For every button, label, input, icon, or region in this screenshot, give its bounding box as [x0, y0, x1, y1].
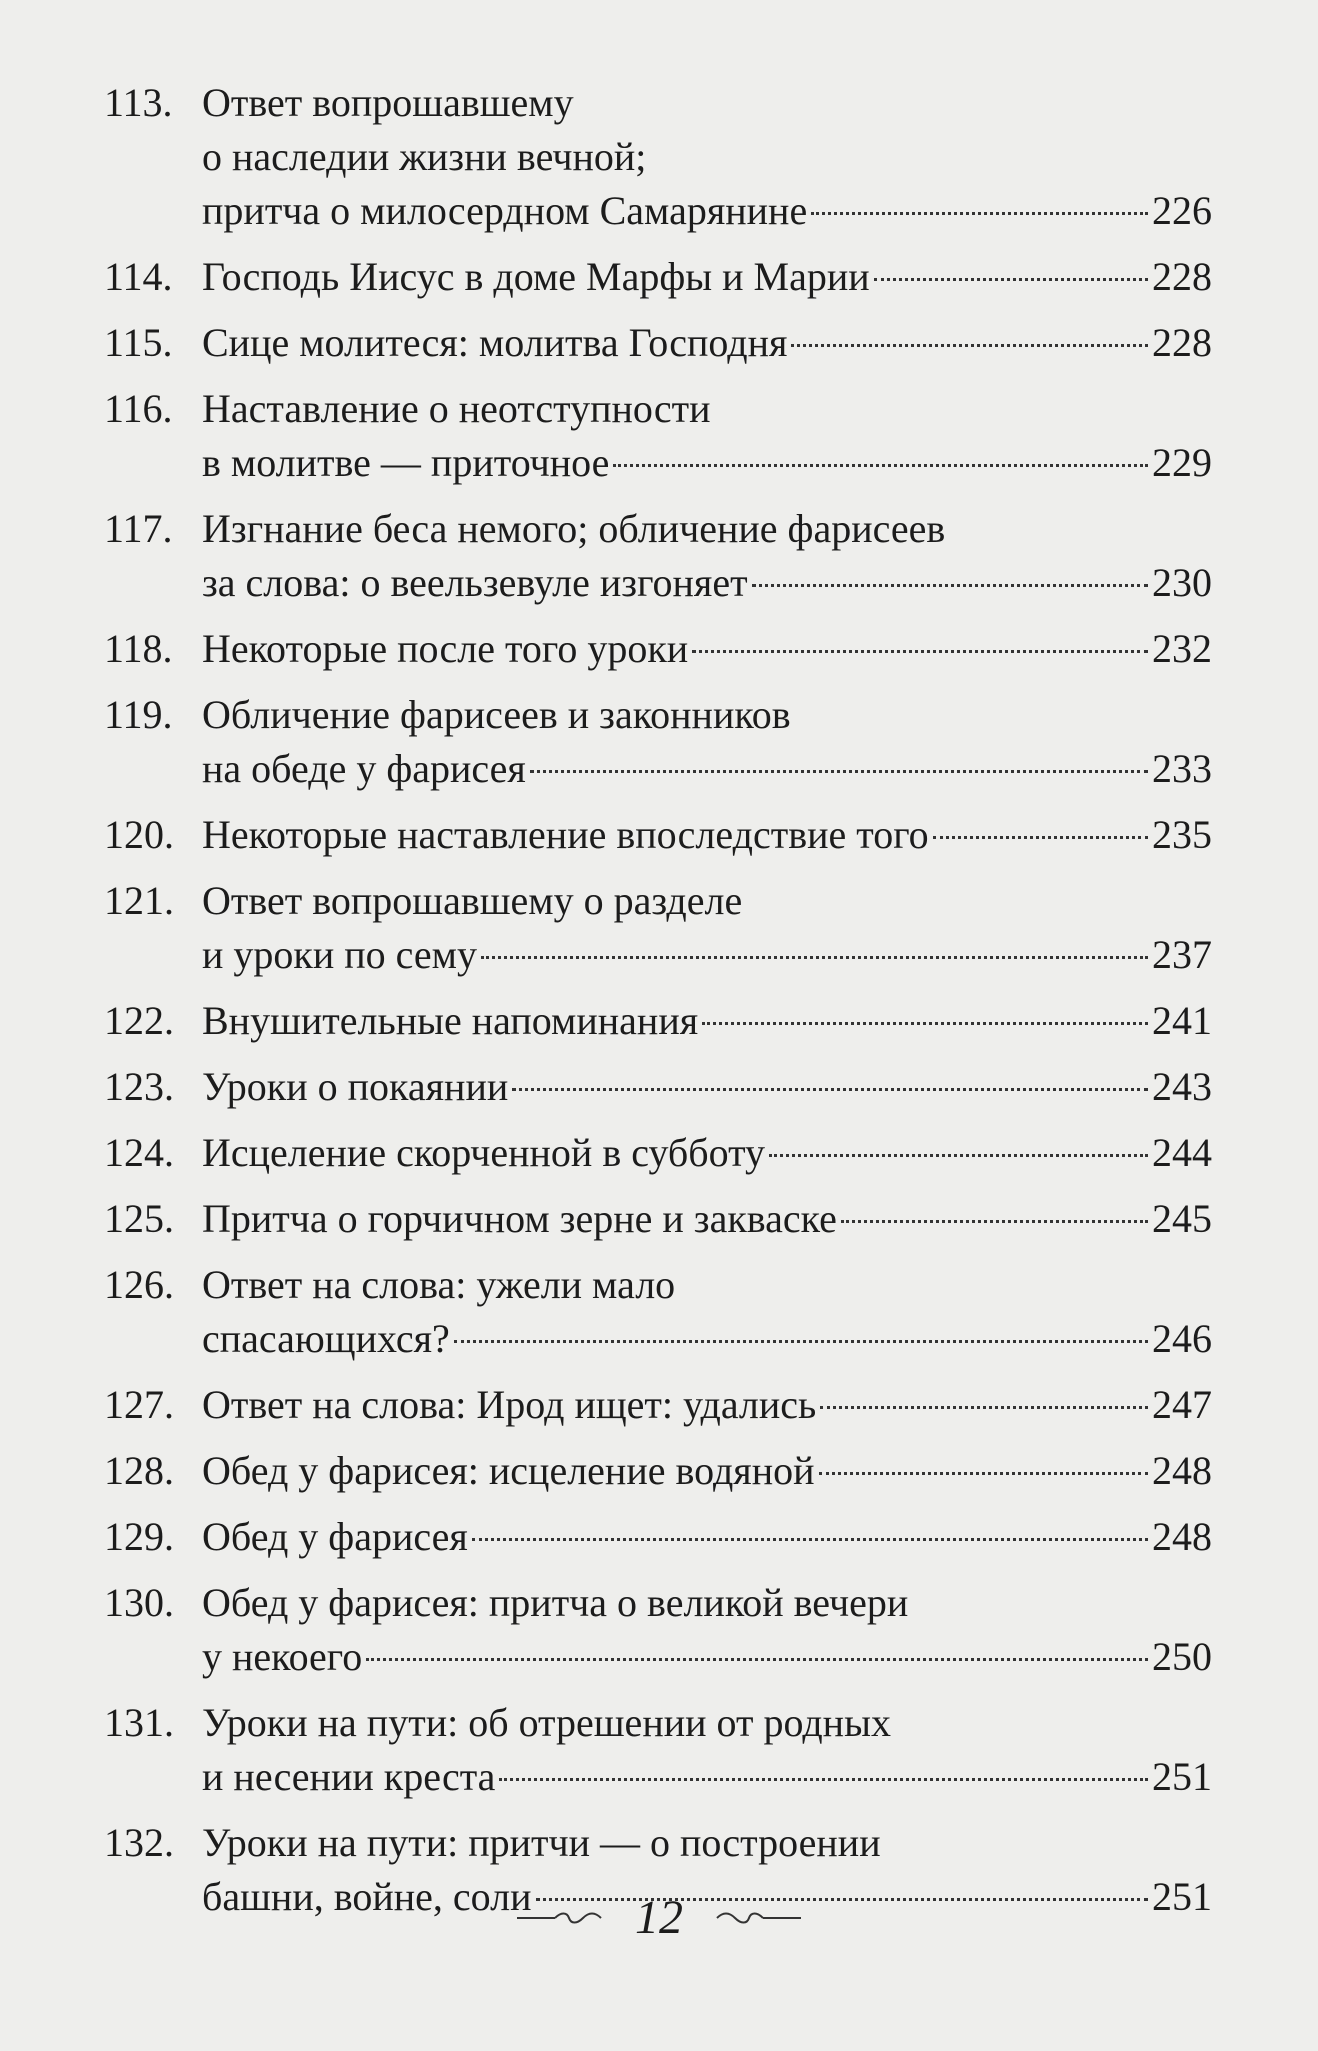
entry-last-line	[202, 1444, 1212, 1498]
entry-number: 126.	[104, 1262, 174, 1307]
dot-leader	[530, 770, 1148, 773]
entry-number: 121.	[104, 878, 174, 923]
toc-entry	[104, 1696, 1212, 1804]
entry-last-line	[202, 184, 1212, 238]
entry-title-line: Притча о горчичном зерне и закваске	[202, 1196, 837, 1241]
dot-leader	[366, 1658, 1148, 1661]
entry-title-line: Наставление о неотступности	[202, 386, 711, 431]
entry-number: 120.	[104, 812, 174, 857]
entry-body	[202, 76, 1212, 238]
toc-entry	[104, 1576, 1212, 1684]
entry-number: 119.	[104, 692, 173, 737]
entry-number: 127.	[104, 1382, 174, 1427]
entry-last-line	[202, 622, 1212, 676]
entry-last-line	[202, 742, 1212, 796]
entry-body	[202, 1444, 1212, 1498]
table-of-contents	[104, 76, 1212, 1936]
entry-number: 116.	[104, 386, 173, 431]
toc-entry	[104, 382, 1212, 490]
entry-page-number: 246	[1152, 1316, 1212, 1361]
entry-body	[202, 1060, 1212, 1114]
entry-page-number: 245	[1152, 1196, 1212, 1241]
entry-page-number: 228	[1152, 320, 1212, 365]
dot-leader	[481, 956, 1148, 959]
dot-leader	[472, 1538, 1148, 1541]
toc-entry	[104, 994, 1212, 1048]
toc-entry	[104, 688, 1212, 796]
entry-title-line: Ответ на слова: ужели мало	[202, 1262, 676, 1307]
dot-leader	[841, 1220, 1148, 1223]
entry-title-line: и несении креста	[202, 1754, 496, 1799]
dot-leader	[874, 278, 1148, 281]
dot-leader	[454, 1340, 1148, 1343]
entry-body	[202, 622, 1212, 676]
entry-last-line	[202, 316, 1212, 370]
entry-number: 115.	[104, 320, 173, 365]
entry-page-number: 248	[1152, 1448, 1212, 1493]
entry-page-number: 248	[1152, 1514, 1212, 1559]
entry-number: 128.	[104, 1448, 174, 1493]
entry-page-number: 230	[1152, 560, 1212, 605]
entry-body	[202, 1510, 1212, 1564]
toc-entry	[104, 76, 1212, 238]
entry-last-line	[202, 808, 1212, 862]
entry-title-line: Некоторые после того уроки	[202, 626, 689, 671]
entry-last-line	[202, 556, 1212, 610]
entry-last-line	[202, 1378, 1212, 1432]
left-ornament-icon	[517, 1911, 607, 1925]
entry-number: 124.	[104, 1130, 174, 1175]
entry-body	[202, 808, 1212, 862]
entry-body	[202, 1192, 1212, 1246]
toc-entry	[104, 250, 1212, 304]
entry-last-line	[202, 1060, 1212, 1114]
entry-last-line	[202, 928, 1212, 982]
toc-entry	[104, 502, 1212, 610]
entry-title-line: Внушительные напоминания	[202, 998, 699, 1043]
toc-entry	[104, 622, 1212, 676]
entry-title-line: на обеде у фарисея	[202, 746, 526, 791]
toc-entry	[104, 1378, 1212, 1432]
entry-last-line	[202, 250, 1212, 304]
entry-title-line: спасающихся?	[202, 1316, 450, 1361]
entry-last-line	[202, 1192, 1212, 1246]
toc-entry	[104, 1258, 1212, 1366]
entry-title-line: Обед у фарисея: притча о великой вечери	[202, 1580, 909, 1625]
toc-entry	[104, 808, 1212, 862]
entry-title-line: Уроки о покаянии	[202, 1064, 509, 1109]
entry-body	[202, 994, 1212, 1048]
entry-number: 131.	[104, 1700, 174, 1745]
dot-leader	[819, 1472, 1149, 1475]
entry-body	[202, 874, 1212, 982]
entry-page-number: 241	[1152, 998, 1212, 1043]
entry-number: 132.	[104, 1820, 174, 1865]
entry-page-number: 251	[1152, 1754, 1212, 1799]
dot-leader	[811, 212, 1148, 215]
entry-page-number: 235	[1152, 812, 1212, 857]
dot-leader	[769, 1154, 1148, 1157]
toc-entry	[104, 1510, 1212, 1564]
entry-body	[202, 250, 1212, 304]
entry-title-line: Изгнание беса немого; обличение фарисеев	[202, 506, 946, 551]
dot-leader	[933, 836, 1148, 839]
entry-title-line: Исцеление скорченной в субботу	[202, 1130, 766, 1175]
entry-page-number: 250	[1152, 1634, 1212, 1679]
right-ornament-icon	[711, 1911, 801, 1925]
toc-entry	[104, 874, 1212, 982]
dot-leader	[692, 650, 1148, 653]
dot-leader	[752, 584, 1148, 587]
entry-title-line: Уроки на пути: об отрешении от родных	[202, 1700, 891, 1745]
entry-page-number: 228	[1152, 254, 1212, 299]
entry-page-number: 251	[1152, 1874, 1212, 1919]
entry-body	[202, 502, 1212, 610]
entry-last-line	[202, 1312, 1212, 1366]
dot-leader	[820, 1406, 1148, 1409]
entry-number: 123.	[104, 1064, 174, 1109]
entry-page-number: 247	[1152, 1382, 1212, 1427]
entry-last-line	[202, 436, 1212, 490]
toc-entry	[104, 1060, 1212, 1114]
entry-body	[202, 1378, 1212, 1432]
entry-last-line	[202, 994, 1212, 1048]
entry-title-line: и уроки по сему	[202, 932, 477, 977]
entry-title-line: Обед у фарисея	[202, 1514, 468, 1559]
entry-body	[202, 688, 1212, 796]
entry-page-number: 243	[1152, 1064, 1212, 1109]
entry-number: 125.	[104, 1196, 174, 1241]
entry-title-line: башни, войне, соли	[202, 1874, 532, 1919]
toc-entry	[104, 316, 1212, 370]
entry-body	[202, 1126, 1212, 1180]
toc-entry	[104, 1444, 1212, 1498]
entry-title-line: Ответ на слова: Ирод ищет: удались	[202, 1382, 817, 1427]
entry-title-line: Некоторые наставление впоследствие того	[202, 812, 929, 857]
toc-entry	[104, 1192, 1212, 1246]
entry-page-number: 237	[1152, 932, 1212, 977]
entry-page-number: 233	[1152, 746, 1212, 791]
entry-number: 118.	[104, 626, 173, 671]
entry-body	[202, 316, 1212, 370]
entry-title-line: притча о милосердном Самарянине	[202, 188, 808, 233]
entry-last-line	[202, 1630, 1212, 1684]
entry-title-line: у некоего	[202, 1634, 363, 1679]
entry-page-number: 232	[1152, 626, 1212, 671]
entry-body	[202, 1258, 1212, 1366]
entry-title-line: Ответ вопрошавшему	[202, 80, 574, 125]
entry-body	[202, 1696, 1212, 1804]
entry-number: 129.	[104, 1514, 174, 1559]
entry-body	[202, 382, 1212, 490]
entry-page-number: 244	[1152, 1130, 1212, 1175]
dot-leader	[702, 1022, 1148, 1025]
entry-title-line: за слова: о веельзевуле изгоняет	[202, 560, 748, 605]
entry-number: 122.	[104, 998, 174, 1043]
entry-title-line: Господь Иисус в доме Марфы и Марии	[202, 254, 870, 299]
entry-number: 113.	[104, 80, 173, 125]
toc-entry	[104, 1126, 1212, 1180]
entry-title-line: в молитве — приточное	[202, 440, 610, 485]
dot-leader	[499, 1778, 1148, 1781]
entry-body	[202, 1576, 1212, 1684]
entry-title-line: Обед у фарисея: исцеление водяной	[202, 1448, 815, 1493]
entry-last-line	[202, 1750, 1212, 1804]
entry-title-line: Уроки на пути: притчи — о построении	[202, 1820, 881, 1865]
entry-number: 114.	[104, 254, 173, 299]
entry-last-line	[202, 1510, 1212, 1564]
entry-title-line: о наследии жизни вечной;	[202, 134, 647, 179]
dot-leader	[791, 344, 1148, 347]
entry-page-number: 226	[1152, 188, 1212, 233]
dot-leader	[512, 1088, 1148, 1091]
dot-leader	[613, 464, 1148, 467]
entry-last-line	[202, 1126, 1212, 1180]
entry-number: 130.	[104, 1580, 174, 1625]
entry-page-number: 229	[1152, 440, 1212, 485]
entry-title-line: Обличение фарисеев и законников	[202, 692, 791, 737]
page-number: 12	[635, 1891, 683, 1944]
page-footer	[0, 1890, 1318, 1945]
entry-title-line: Ответ вопрошавшему о разделе	[202, 878, 743, 923]
entry-number: 117.	[104, 506, 173, 551]
entry-title-line: Сице молитеся: молитва Господня	[202, 320, 788, 365]
